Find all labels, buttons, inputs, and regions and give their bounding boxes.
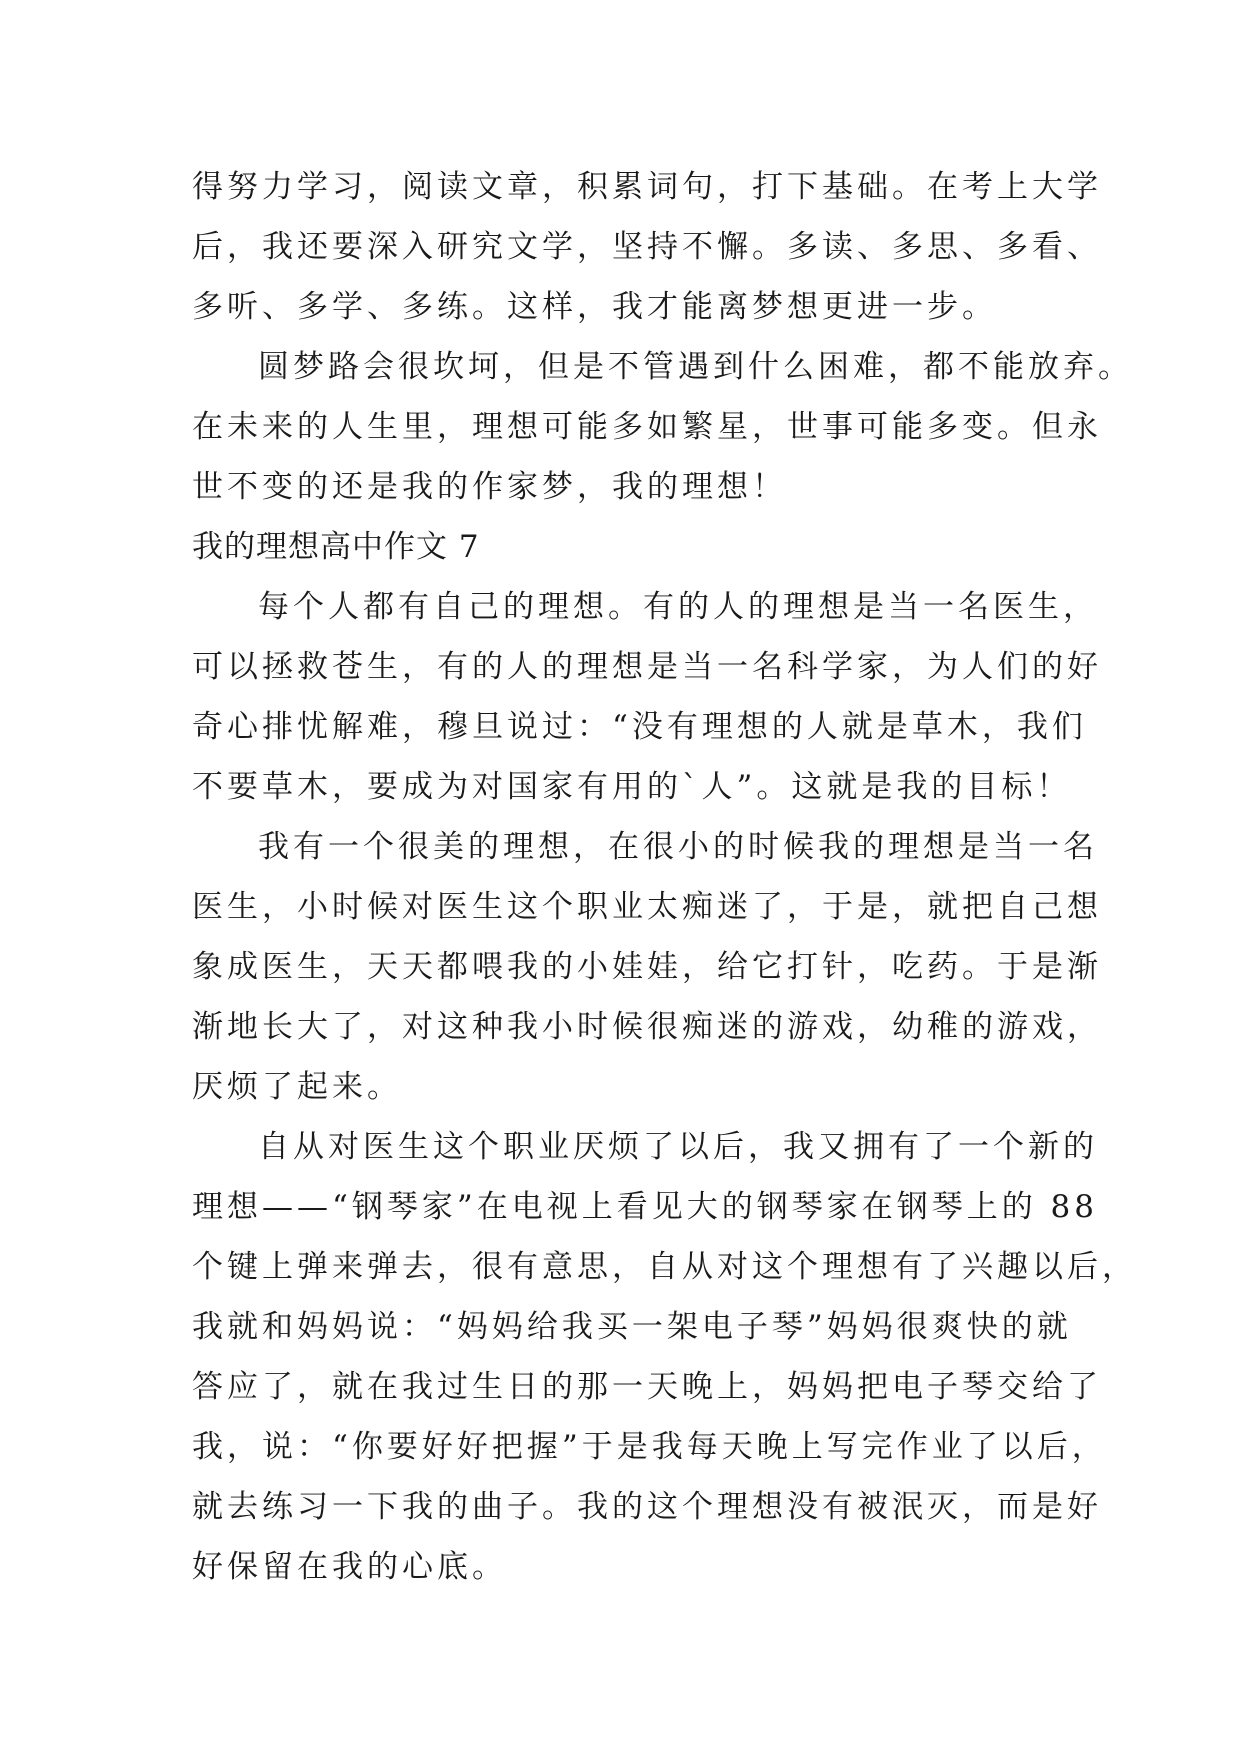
text-line: 就去练习一下我的曲子。我的这个理想没有被泯灭，而是好 (192, 1489, 1102, 1525)
text-line: 奇心排忧解难，穆旦说过：“没有理想的人就是草木，我们 (192, 709, 1087, 745)
text-line: 世不变的还是我的作家梦，我的理想！ (192, 469, 787, 505)
text-line: 每个人都有自己的理想。有的人的理想是当一名医生， (258, 589, 1098, 625)
text-line: 我就和妈妈说：“妈妈给我买一架电子琴”妈妈很爽快的就 (192, 1309, 1072, 1345)
text-line: 得努力学习，阅读文章，积累词句，打下基础。在考上大学 (192, 169, 1102, 205)
text-line: 不要草木，要成为对国家有用的`人”。这就是我的目标！ (192, 769, 1072, 805)
text-line: 圆梦路会很坎坷，但是不管遇到什么困难，都不能放弃。 (258, 349, 1133, 385)
text-line: 后，我还要深入研究文学，坚持不懈。多读、多思、多看、 (192, 229, 1102, 265)
text-line: 渐地长大了，对这种我小时候很痴迷的游戏，幼稚的游戏， (192, 1009, 1102, 1045)
section-heading: 我的理想高中作文 7 (192, 529, 480, 565)
text-line: 答应了，就在我过生日的那一天晚上，妈妈把电子琴交给了 (192, 1369, 1102, 1405)
text-line: 个键上弹来弹去，很有意思，自从对这个理想有了兴趣以后， (192, 1249, 1137, 1285)
text-line: 医生，小时候对医生这个职业太痴迷了，于是，就把自己想 (192, 889, 1102, 925)
text-line: 厌烦了起来。 (192, 1069, 402, 1105)
text-line: 在未来的人生里，理想可能多如繁星，世事可能多变。但永 (192, 409, 1102, 445)
text-line: 象成医生，天天都喂我的小娃娃，给它打针，吃药。于是渐 (192, 949, 1102, 985)
text-line: 我，说：“你要好好把握”于是我每天晚上写完作业了以后， (192, 1429, 1107, 1465)
text-line: 可以拯救苍生，有的人的理想是当一名科学家，为人们的好 (192, 649, 1102, 685)
text-line: 多听、多学、多练。这样，我才能离梦想更进一步。 (192, 289, 997, 325)
text-line: 我有一个很美的理想，在很小的时候我的理想是当一名 (258, 829, 1098, 865)
text-line: 好保留在我的心底。 (192, 1549, 507, 1585)
document-body (192, 157, 1137, 1597)
text-line: 自从对医生这个职业厌烦了以后，我又拥有了一个新的 (258, 1129, 1098, 1165)
text-line: 理想——“钢琴家”在电视上看见大的钢琴家在钢琴上的 88 (192, 1189, 1098, 1225)
